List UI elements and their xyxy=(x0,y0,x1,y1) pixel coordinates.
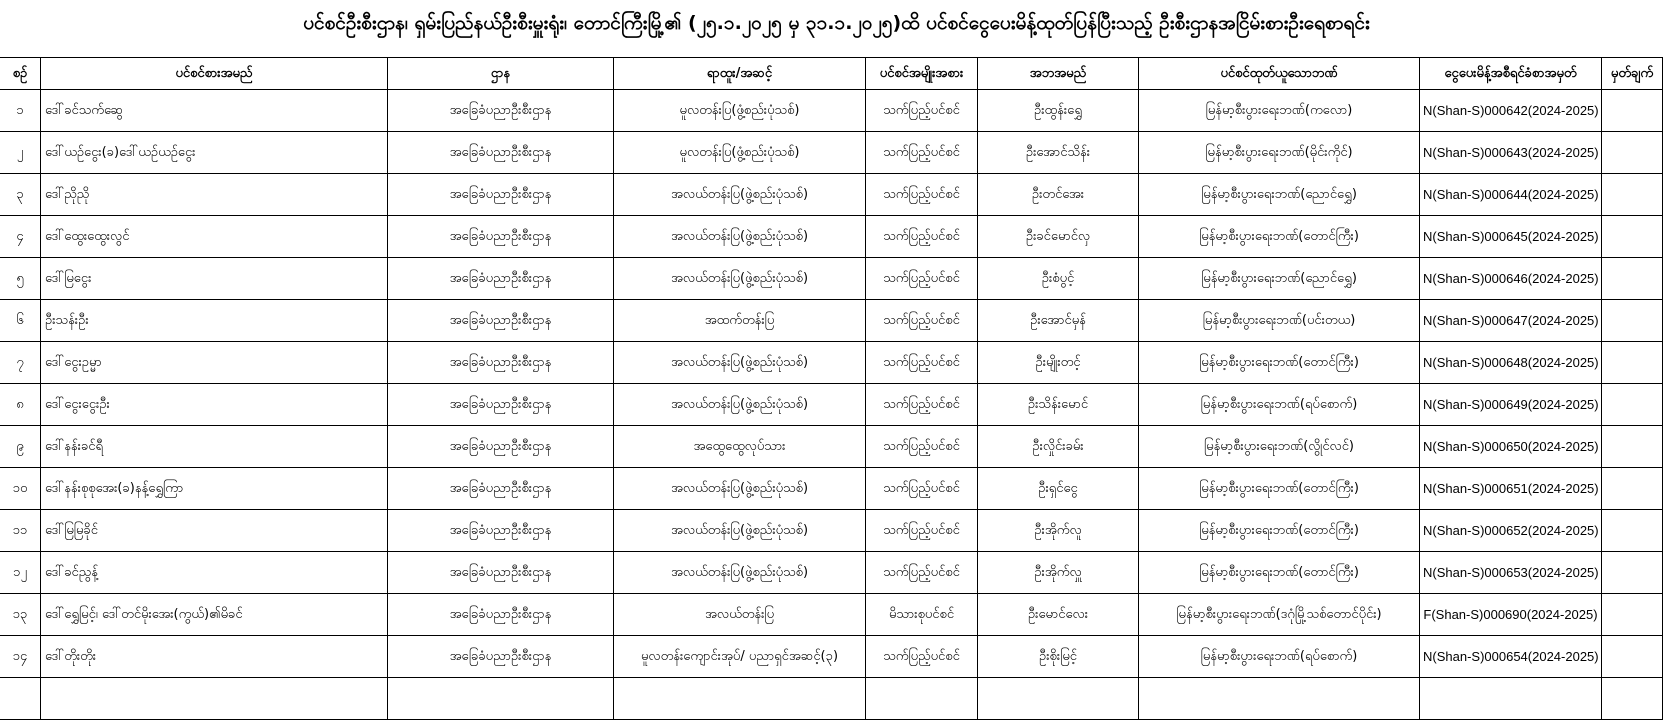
cell-pensioner-name: ဒေါ်ငွေးငွေးဦး xyxy=(41,384,388,426)
header-col-remarks: မှတ်ချက် xyxy=(1602,58,1663,90)
cell-empty xyxy=(978,678,1139,720)
table-row xyxy=(0,216,1663,258)
cell-serial: ၉ xyxy=(0,426,41,468)
cell-serial: ၁၃ xyxy=(0,594,41,636)
cell-order-number: N(Shan-S)000651(2024-2025) xyxy=(1420,468,1602,510)
cell-father-name: ဦးလှိုင်းခမ်း xyxy=(978,426,1139,468)
cell-remarks xyxy=(1602,468,1663,510)
cell-remarks xyxy=(1602,342,1663,384)
cell-empty xyxy=(1139,678,1420,720)
cell-bank: မြန်မာ့စီးပွားရေးဘဏ်(ရပ်စောက်) xyxy=(1139,384,1420,426)
table-row xyxy=(0,510,1663,552)
cell-serial: ၈ xyxy=(0,384,41,426)
cell-pension-type: သက်ပြည့်ပင်စင် xyxy=(866,342,978,384)
pension-register-table xyxy=(0,57,1663,720)
cell-bank: မြန်မာ့စီးပွားရေးဘဏ်(ညောင်ရွှေ) xyxy=(1139,258,1420,300)
cell-order-number: N(Shan-S)000649(2024-2025) xyxy=(1420,384,1602,426)
cell-position: အလယ်တန်းပြ xyxy=(614,594,866,636)
cell-pensioner-name: ဒေါ်ရွှေမြင့်၊ ဒေါ်တင်မိုးအေး(ကွယ်)၏မိခင် xyxy=(41,594,388,636)
cell-pensioner-name: ဦးသန်းဦး xyxy=(41,300,388,342)
cell-department: အခြေခံပညာဦးစီးဌာန xyxy=(388,174,614,216)
cell-serial: ၁ xyxy=(0,90,41,132)
cell-department: အခြေခံပညာဦးစီးဌာန xyxy=(388,216,614,258)
table-row xyxy=(0,426,1663,468)
document-title: ပင်စင်ဦးစီးဌာန၊ ရှမ်းပြည်နယ်ဦးစီးမှူးရုံး၊ တောင်ကြီးမြို့၏ (၂၅.၁.၂၀၂၅ မှ ၃၁.၁.၂၀၂၅)ထိ ပင်စင်ငွေပေးမိန့်ထုတ်ပြန်ပြီးသည့် ဦးစီးဌာနအငြိမ်းစားဦးရေစာရင်း xyxy=(303,12,1370,34)
cell-department: အခြေခံပညာဦးစီးဌာန xyxy=(388,636,614,678)
cell-bank: မြန်မာ့စီးပွားရေးဘဏ်(ရပ်စောက်) xyxy=(1139,636,1420,678)
cell-father-name: ဦးအိုက်လှူ xyxy=(978,552,1139,594)
cell-father-name: ဦးမောင်လေး xyxy=(978,594,1139,636)
cell-pension-type: သက်ပြည့်ပင်စင် xyxy=(866,300,978,342)
cell-bank: မြန်မာ့စီးပွားရေးဘဏ်(တောင်ကြီး) xyxy=(1139,468,1420,510)
cell-order-number: N(Shan-S)000652(2024-2025) xyxy=(1420,510,1602,552)
cell-remarks xyxy=(1602,132,1663,174)
cell-serial: ၃ xyxy=(0,174,41,216)
cell-bank: မြန်မာ့စီးပွားရေးဘဏ်(တောင်ကြီး) xyxy=(1139,510,1420,552)
cell-serial: ၁၀ xyxy=(0,468,41,510)
table-row xyxy=(0,90,1663,132)
table-row xyxy=(0,384,1663,426)
cell-position: အလယ်တန်းပြ(ဖွဲ့စည်းပုံသစ်) xyxy=(614,468,866,510)
cell-pension-type: သက်ပြည့်ပင်စင် xyxy=(866,552,978,594)
cell-pensioner-name: ဒေါ်ခင်ညွန့် xyxy=(41,552,388,594)
cell-serial: ၄ xyxy=(0,216,41,258)
cell-department: အခြေခံပညာဦးစီးဌာန xyxy=(388,594,614,636)
cell-pension-type: သက်ပြည့်ပင်စင် xyxy=(866,510,978,552)
cell-position: မူလတန်းပြ(ဖွံ့စည်းပုံသစ်) xyxy=(614,132,866,174)
cell-pensioner-name: ဒေါ်တိုးတိုး xyxy=(41,636,388,678)
cell-bank: မြန်မာ့စီးပွားရေးဘဏ်(ပင်းတယ) xyxy=(1139,300,1420,342)
cell-pension-type: သက်ပြည့်ပင်စင် xyxy=(866,468,978,510)
cell-bank: မြန်မာ့စီးပွားရေးဘဏ်(ကလော) xyxy=(1139,90,1420,132)
cell-empty xyxy=(388,678,614,720)
cell-remarks xyxy=(1602,300,1663,342)
cell-order-number: N(Shan-S)000644(2024-2025) xyxy=(1420,174,1602,216)
cell-order-number: N(Shan-S)000647(2024-2025) xyxy=(1420,300,1602,342)
cell-remarks xyxy=(1602,426,1663,468)
cell-order-number: N(Shan-S)000650(2024-2025) xyxy=(1420,426,1602,468)
cell-bank: မြန်မာ့စီးပွားရေးဘဏ်(မိုင်းကိုင်) xyxy=(1139,132,1420,174)
cell-serial: ၁၂ xyxy=(0,552,41,594)
table-row xyxy=(0,300,1663,342)
cell-remarks xyxy=(1602,636,1663,678)
cell-bank: မြန်မာ့စီးပွားရေးဘဏ်(ညောင်ရွှေ) xyxy=(1139,174,1420,216)
header-col-department: ဌာန xyxy=(388,58,614,90)
cell-pension-type: သက်ပြည့်ပင်စင် xyxy=(866,216,978,258)
cell-bank: မြန်မာ့စီးပွားရေးဘဏ်(တောင်ကြီး) xyxy=(1139,342,1420,384)
cell-pensioner-name: ဒေါ်ယဉ်ငွေး(ခ)ဒေါ်ယဉ်ယဉ်ငွေး xyxy=(41,132,388,174)
cell-remarks xyxy=(1602,90,1663,132)
cell-department: အခြေခံပညာဦးစီးဌာန xyxy=(388,300,614,342)
cell-empty xyxy=(1602,678,1663,720)
cell-bank: မြန်မာ့စီးပွားရေးဘဏ်(တောင်ကြီး) xyxy=(1139,216,1420,258)
table-header xyxy=(0,58,1663,90)
table-row xyxy=(0,468,1663,510)
cell-serial: ၆ xyxy=(0,300,41,342)
cell-father-name: ဦးတင်အေး xyxy=(978,174,1139,216)
cell-position: အလယ်တန်းပြ(ဖွဲ့စည်းပုံသစ်) xyxy=(614,216,866,258)
cell-pension-type: သက်ပြည့်ပင်စင် xyxy=(866,90,978,132)
cell-pension-type: သက်ပြည့်ပင်စင် xyxy=(866,132,978,174)
cell-position: အလယ်တန်းပြ(ဖွဲ့စည်းပုံသစ်) xyxy=(614,258,866,300)
cell-department: အခြေခံပညာဦးစီးဌာန xyxy=(388,90,614,132)
cell-pensioner-name: ဒေါ်မြငွေး xyxy=(41,258,388,300)
cell-remarks xyxy=(1602,174,1663,216)
cell-empty xyxy=(0,678,41,720)
cell-department: အခြေခံပညာဦးစီးဌာန xyxy=(388,384,614,426)
cell-bank: မြန်မာ့စီးပွားရေးဘဏ်(ဒဂုံမြို့သစ်တောင်ပိုင်း) xyxy=(1139,594,1420,636)
cell-department: အခြေခံပညာဦးစီးဌာန xyxy=(388,468,614,510)
cell-pensioner-name: ဒေါ်ထွေးထွေးလွင် xyxy=(41,216,388,258)
cell-serial: ၁၄ xyxy=(0,636,41,678)
cell-remarks xyxy=(1602,384,1663,426)
cell-position: အလယ်တန်းပြ(ဖွဲ့စည်းပုံသစ်) xyxy=(614,174,866,216)
header-col-bank: ပင်စင်ထုတ်ယူသောဘဏ် xyxy=(1139,58,1420,90)
table-row xyxy=(0,132,1663,174)
cell-empty xyxy=(41,678,388,720)
cell-order-number: N(Shan-S)000645(2024-2025) xyxy=(1420,216,1602,258)
cell-position: အလယ်တန်းပြ(ဖွဲ့စည်းပုံသစ်) xyxy=(614,384,866,426)
header-col-order-number: ငွေပေးမိန့်အစီရင်ခံစာအမှတ် xyxy=(1420,58,1602,90)
cell-position: အလယ်တန်းပြ(ဖွဲ့စည်းပုံသစ်) xyxy=(614,510,866,552)
cell-department: အခြေခံပညာဦးစီးဌာန xyxy=(388,510,614,552)
cell-father-name: ဦးရှင်ငွေ xyxy=(978,468,1139,510)
cell-order-number: F(Shan-S)000690(2024-2025) xyxy=(1420,594,1602,636)
cell-father-name: ဦးခင်မောင်လှ xyxy=(978,216,1139,258)
cell-serial: ၁၁ xyxy=(0,510,41,552)
cell-pensioner-name: ဒေါ်နန်းခင်ရီ xyxy=(41,426,388,468)
cell-father-name: ဦးအောင်သိန်း xyxy=(978,132,1139,174)
cell-pensioner-name: ဒေါ်ညိုညို xyxy=(41,174,388,216)
table-body xyxy=(0,90,1663,720)
header-col-pension-type: ပင်စင်အမျိုးအစား xyxy=(866,58,978,90)
cell-department: အခြေခံပညာဦးစီးဌာန xyxy=(388,552,614,594)
cell-department: အခြေခံပညာဦးစီးဌာန xyxy=(388,342,614,384)
cell-father-name: ဦးစိုးမြင့် xyxy=(978,636,1139,678)
cell-position: မူလတန်းပြ(ဖွံ့စည်းပုံသစ်) xyxy=(614,90,866,132)
cell-father-name: ဦးထွန်းရွှေ xyxy=(978,90,1139,132)
header-col-position: ရာထူး/အဆင့် xyxy=(614,58,866,90)
cell-father-name: ဦးအိုက်လူ xyxy=(978,510,1139,552)
cell-pensioner-name: ဒေါ်ခင်သက်ဆွေ xyxy=(41,90,388,132)
cell-position: အထွေထွေလုပ်သား xyxy=(614,426,866,468)
cell-position: အလယ်တန်းပြ(ဖွဲ့စည်းပုံသစ်) xyxy=(614,342,866,384)
cell-pension-type: မိသားစုပင်စင် xyxy=(866,594,978,636)
cell-serial: ၅ xyxy=(0,258,41,300)
cell-order-number: N(Shan-S)000643(2024-2025) xyxy=(1420,132,1602,174)
cell-pension-type: သက်ပြည့်ပင်စင် xyxy=(866,636,978,678)
table-row xyxy=(0,342,1663,384)
table-row-partial xyxy=(0,678,1663,720)
cell-remarks xyxy=(1602,552,1663,594)
cell-order-number: N(Shan-S)000642(2024-2025) xyxy=(1420,90,1602,132)
cell-order-number: N(Shan-S)000654(2024-2025) xyxy=(1420,636,1602,678)
cell-father-name: ဦးစံပွင့် xyxy=(978,258,1139,300)
cell-remarks xyxy=(1602,216,1663,258)
cell-pension-type: သက်ပြည့်ပင်စင် xyxy=(866,384,978,426)
cell-department: အခြေခံပညာဦးစီးဌာန xyxy=(388,132,614,174)
cell-father-name: ဦးသိန်းမောင် xyxy=(978,384,1139,426)
cell-father-name: ဦးအောင်မှန် xyxy=(978,300,1139,342)
cell-pensioner-name: ဒေါ်မြမြခိုင် xyxy=(41,510,388,552)
cell-department: အခြေခံပညာဦးစီးဌာန xyxy=(388,426,614,468)
cell-empty xyxy=(866,678,978,720)
cell-empty xyxy=(1420,678,1602,720)
header-col-pensioner-name: ပင်စင်စားအမည် xyxy=(41,58,388,90)
cell-pension-type: သက်ပြည့်ပင်စင် xyxy=(866,174,978,216)
cell-pension-type: သက်ပြည့်ပင်စင် xyxy=(866,426,978,468)
table-row xyxy=(0,552,1663,594)
cell-pension-type: သက်ပြည့်ပင်စင် xyxy=(866,258,978,300)
cell-remarks xyxy=(1602,258,1663,300)
cell-position: အထက်တန်းပြ xyxy=(614,300,866,342)
table-row xyxy=(0,174,1663,216)
cell-order-number: N(Shan-S)000648(2024-2025) xyxy=(1420,342,1602,384)
table-row xyxy=(0,258,1663,300)
cell-pensioner-name: ဒေါ်နန်းစုစုအေး(ခ)နန့်ရွှေကြာ xyxy=(41,468,388,510)
cell-serial: ၂ xyxy=(0,132,41,174)
cell-serial: ၇ xyxy=(0,342,41,384)
cell-department: အခြေခံပညာဦးစီးဌာန xyxy=(388,258,614,300)
cell-bank: မြန်မာ့စီးပွားရေးဘဏ်(လွိုင်လင်) xyxy=(1139,426,1420,468)
cell-remarks xyxy=(1602,510,1663,552)
cell-position: အလယ်တန်းပြ(ဖွဲ့စည်းပုံသစ်) xyxy=(614,552,866,594)
header-row xyxy=(0,58,1663,90)
header-col-serial: စဉ် xyxy=(0,58,41,90)
cell-bank: မြန်မာ့စီးပွားရေးဘဏ်(တောင်ကြီး) xyxy=(1139,552,1420,594)
table-row xyxy=(0,594,1663,636)
cell-remarks xyxy=(1602,594,1663,636)
table-row xyxy=(0,636,1663,678)
cell-order-number: N(Shan-S)000646(2024-2025) xyxy=(1420,258,1602,300)
cell-order-number: N(Shan-S)000653(2024-2025) xyxy=(1420,552,1602,594)
cell-empty xyxy=(614,678,866,720)
header-col-father-name: အဘအမည် xyxy=(978,58,1139,90)
cell-pensioner-name: ဒေါ်ငွေးဥမ္မာ xyxy=(41,342,388,384)
cell-father-name: ဦးမျိုးတင့် xyxy=(978,342,1139,384)
cell-position: မူလတန်းကျောင်းအုပ်/ ပညာရှင်အဆင့်(၃) xyxy=(614,636,866,678)
